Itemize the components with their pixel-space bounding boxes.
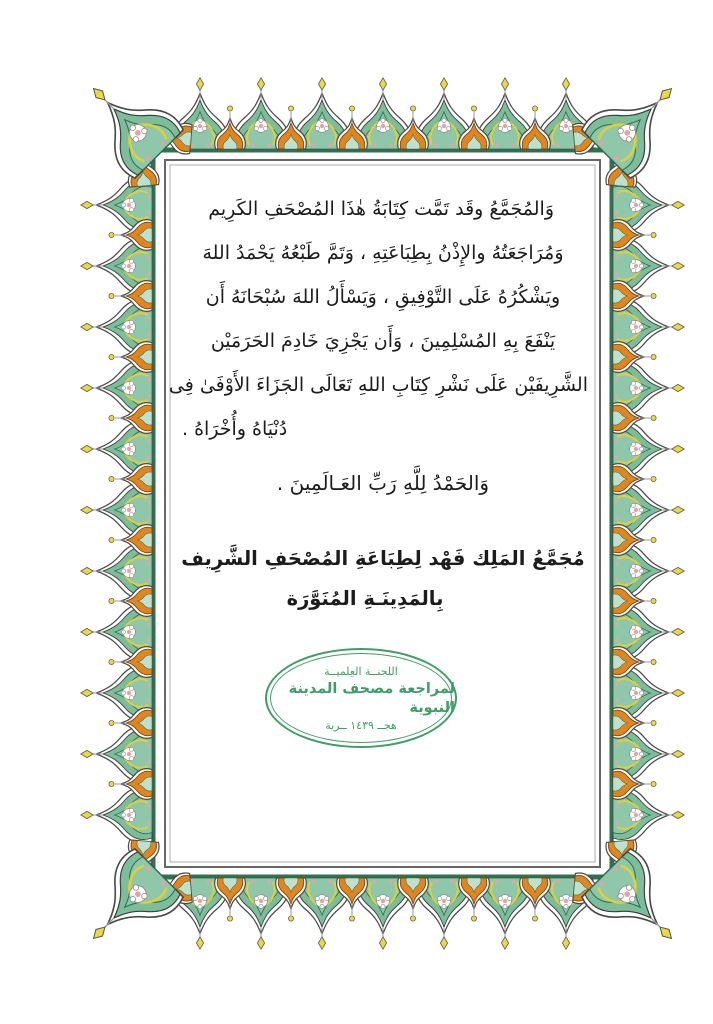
colophon-line-1: وَالمُجَمَّعُ وقَد تَمَّت كِتَابَةُ هٰذَا المُصْحَفِ الكَرِيم — [208, 198, 554, 220]
seal-committee-name: لمراجعة مصحف المدينة النبوية — [288, 681, 455, 716]
colophon-line-4: يَنْفَعَ بِهِ المُسْلِمِينَ ، وَأَن يَجْزِيَ خَادِمَ الحَرَمَيْن — [210, 330, 556, 352]
scientific-committee-seal — [265, 648, 457, 748]
hamdala-line: وَالحَمْدُ لِلَّهِ رَبِّ العَـالَمِينَ . — [276, 471, 490, 495]
seal-committee-title: اللجنــة العِلميــة — [324, 665, 398, 678]
seal-hijri-year: هجــ ١٤٣٩ ــرية — [325, 719, 397, 732]
publisher-line-1: مُجَمَّعُ المَلِك فَهْد لِطِبَاعَةِ المُصْحَفِ الشَّرِيف — [181, 547, 585, 570]
colophon-line-3: ويَشْكُرُهُ عَلَى التَّوْفِيقِ ، وَيَسْأَلُ اللهَ سُبْحَانَهُ أَن — [205, 286, 561, 308]
publisher-line-2: بِالمَدِينَـةِ المُنَوَّرَة — [286, 587, 444, 610]
colophon-line-5: الشَّرِيفَيْن عَلَى نَشْرِ كِتَابِ اللهِ تَعَالَى الجَزَاءَ الأَوْفَىٰ فِى — [168, 374, 588, 396]
page-content — [166, 161, 600, 866]
publisher-name — [166, 539, 600, 619]
seal-text — [267, 650, 455, 746]
colophon-line-6: دُنْيَاهُ وأُخْرَاهُ . — [182, 418, 288, 440]
colophon-line-2: وَمُرَاجَعَتُهُ والإِذْنُ بِطِبَاعَتِهِ ، وَتَمَّ طَبْعُهُ يَحْمَدُ اللهَ — [202, 242, 564, 264]
colophon-text — [166, 187, 600, 505]
